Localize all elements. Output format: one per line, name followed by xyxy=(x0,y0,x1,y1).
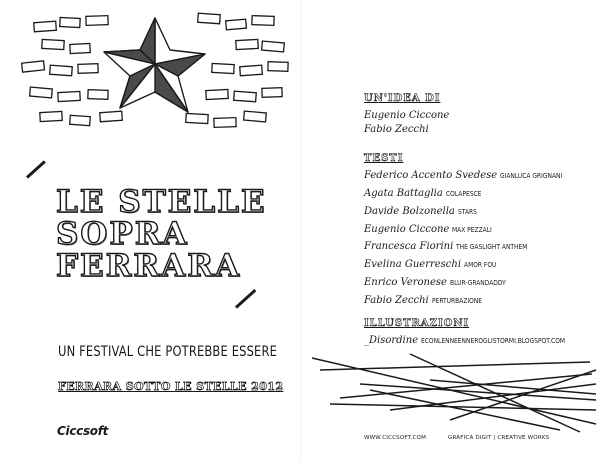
text-entry xyxy=(364,170,573,181)
text-band: STARS xyxy=(457,208,477,216)
texts-heading: TESTI xyxy=(364,153,404,164)
text-band: BLUR-GRANDADDY xyxy=(449,279,506,287)
text-author: Agata Battaglia xyxy=(364,188,443,199)
idea-name-2: Fabio Zecchi xyxy=(364,124,429,135)
text-entry xyxy=(364,277,516,288)
title-line-2: SOPRA xyxy=(56,216,189,252)
text-author: Eugenio Ciccone xyxy=(364,224,450,235)
text-band: PERTURBAZIONE xyxy=(431,297,482,305)
illustrator-name: _Disordine xyxy=(364,335,419,346)
text-entry xyxy=(364,259,502,270)
slash-mark-bottom xyxy=(235,289,256,309)
text-author: Davide Bolzonella xyxy=(364,206,455,217)
text-author: Evelina Guerreschi xyxy=(364,259,462,270)
slash-mark-top xyxy=(26,160,46,178)
ciccsoft-logo: Ciccsoft xyxy=(57,424,109,438)
text-entry xyxy=(364,295,491,306)
star-and-bricks-illustration xyxy=(0,0,300,140)
text-entry xyxy=(364,224,499,235)
idea-name-1: Eugenio Ciccone xyxy=(364,110,450,121)
text-author: Enrico Veronese xyxy=(364,277,447,288)
text-band: GIANLUCA GRIGNANI xyxy=(500,172,563,180)
text-entry xyxy=(364,206,480,217)
text-band: THE GASLIGHT ANTHEM xyxy=(456,243,528,251)
title-line-1: LE STELLE xyxy=(56,184,267,220)
text-author: Fabio Zecchi xyxy=(364,295,429,306)
title-line-3: FERRARA xyxy=(56,248,242,284)
festival-title xyxy=(56,186,267,282)
illustrations-heading: ILLUSTRAZIONI xyxy=(364,318,470,329)
illustrator-link: ECONLENNEENNEROGLISTORMI.BLOGSPOT.COM xyxy=(421,337,566,345)
text-band: AMOR FOU xyxy=(464,261,497,269)
footer-credit: GRAFICA DIGIT | CREATIVE WORKS xyxy=(448,435,550,441)
text-author: Francesca Fiorini xyxy=(364,241,454,252)
text-entry xyxy=(364,241,540,252)
idea-heading: UN'IDEA DI xyxy=(364,93,441,104)
text-entry xyxy=(364,188,487,199)
footer-website: WWW.CICCSOFT.COM xyxy=(364,435,427,441)
subtitle: UN FESTIVAL CHE POTREBBE ESSERE xyxy=(58,344,278,360)
text-band: MAX PEZZALI xyxy=(452,226,493,234)
crossing-lines-illustration xyxy=(300,340,600,435)
text-band: COLAPESCE xyxy=(445,190,482,198)
text-author: Federico Accento Svedese xyxy=(364,170,498,181)
tagline: FERRARA SOTTO LE STELLE 2012 xyxy=(58,380,284,393)
